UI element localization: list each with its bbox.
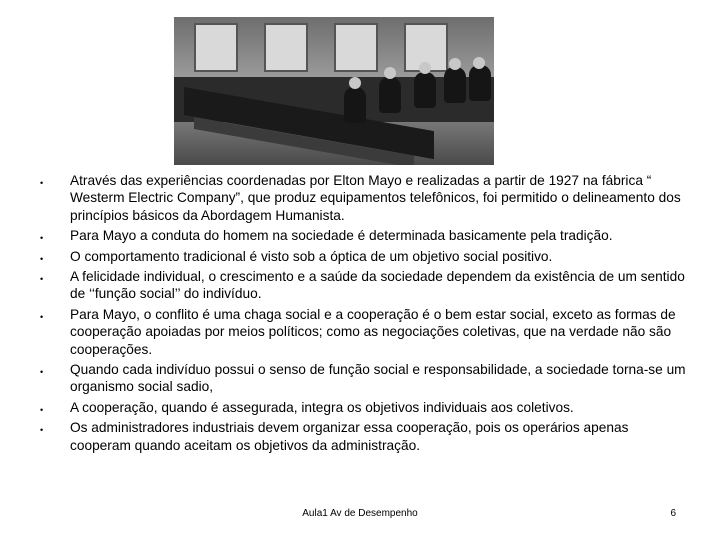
- bullet-text: Através das experiências coordenadas por Elton Mayo e realizadas a partir de 1927 na fábrica “ Westerm Electric Company”, que produz equipamentos telefônicos, foi permitido o delineamento dos princípios básicos da Abordagem Humanista.: [70, 173, 681, 223]
- slide-footer: [0, 508, 720, 524]
- bullet-item: [40, 227, 690, 244]
- bullet-item: [40, 306, 690, 358]
- bullet-item: [40, 361, 690, 396]
- bullet-dot: •: [40, 178, 44, 188]
- photo-window: [334, 23, 378, 72]
- bullet-dot: •: [40, 274, 44, 285]
- bullet-list: [40, 172, 690, 457]
- bullet-text: Para Mayo a conduta do homem na sociedade é determinada basicamente pela tradição.: [70, 228, 613, 244]
- photo-worker: [444, 67, 466, 103]
- bullet-dot: •: [40, 233, 44, 244]
- photo-worker-head: [473, 57, 485, 69]
- photo-worker: [379, 77, 401, 113]
- bullet-text: Os administradores industriais devem organizar essa cooperação, pois os operários apenas cooperam quando aceitam os objetivos da administração.: [70, 420, 629, 453]
- page-number: 6: [670, 508, 676, 519]
- bullet-text: O comportamento tradicional é visto sob a óptica de um objetivo social positivo.: [70, 248, 553, 264]
- bullet-text: Para Mayo, o conflito é uma chaga social e a cooperação é o bem estar social, exceto as formas de cooperação apoiadas por meios políticos; como as negociações coletivas, que na verdade não são cooperações.: [70, 306, 676, 357]
- photo-worker-head: [384, 67, 396, 79]
- photo-worker-head: [449, 58, 461, 70]
- bullet-item: [40, 172, 690, 224]
- photo-window: [264, 23, 308, 72]
- footer-text: Aula1 Av de Desempenho: [302, 508, 418, 519]
- bullet-item: [40, 268, 690, 303]
- bullet-dot: •: [40, 253, 44, 264]
- bullet-text: Quando cada indivíduo possui o senso de função social e responsabilidade, a sociedade torna-se um organismo social sadio,: [70, 362, 686, 395]
- bullet-dot: •: [40, 367, 44, 378]
- photo-worker: [414, 72, 436, 108]
- bullet-text: A cooperação, quando é assegurada, integra os objetivos individuais aos coletivos.: [70, 399, 574, 415]
- bullet-item: [40, 419, 690, 454]
- factory-photo: [174, 17, 494, 165]
- bullet-item: [40, 248, 690, 265]
- photo-worker: [344, 87, 366, 123]
- photo-worker: [469, 65, 491, 101]
- bullet-text: A felicidade individual, o crescimento e a saúde da sociedade dependem da existência de um sentido de ‘‘função social’’ do indivíduo.: [70, 269, 685, 302]
- photo-window: [194, 23, 238, 72]
- bullet-dot: •: [40, 311, 44, 322]
- photo-worker-head: [349, 77, 361, 89]
- bullet-item: [40, 399, 690, 416]
- photo-worker-head: [419, 62, 431, 74]
- bullet-dot: •: [40, 425, 44, 436]
- bullet-dot: •: [40, 404, 44, 415]
